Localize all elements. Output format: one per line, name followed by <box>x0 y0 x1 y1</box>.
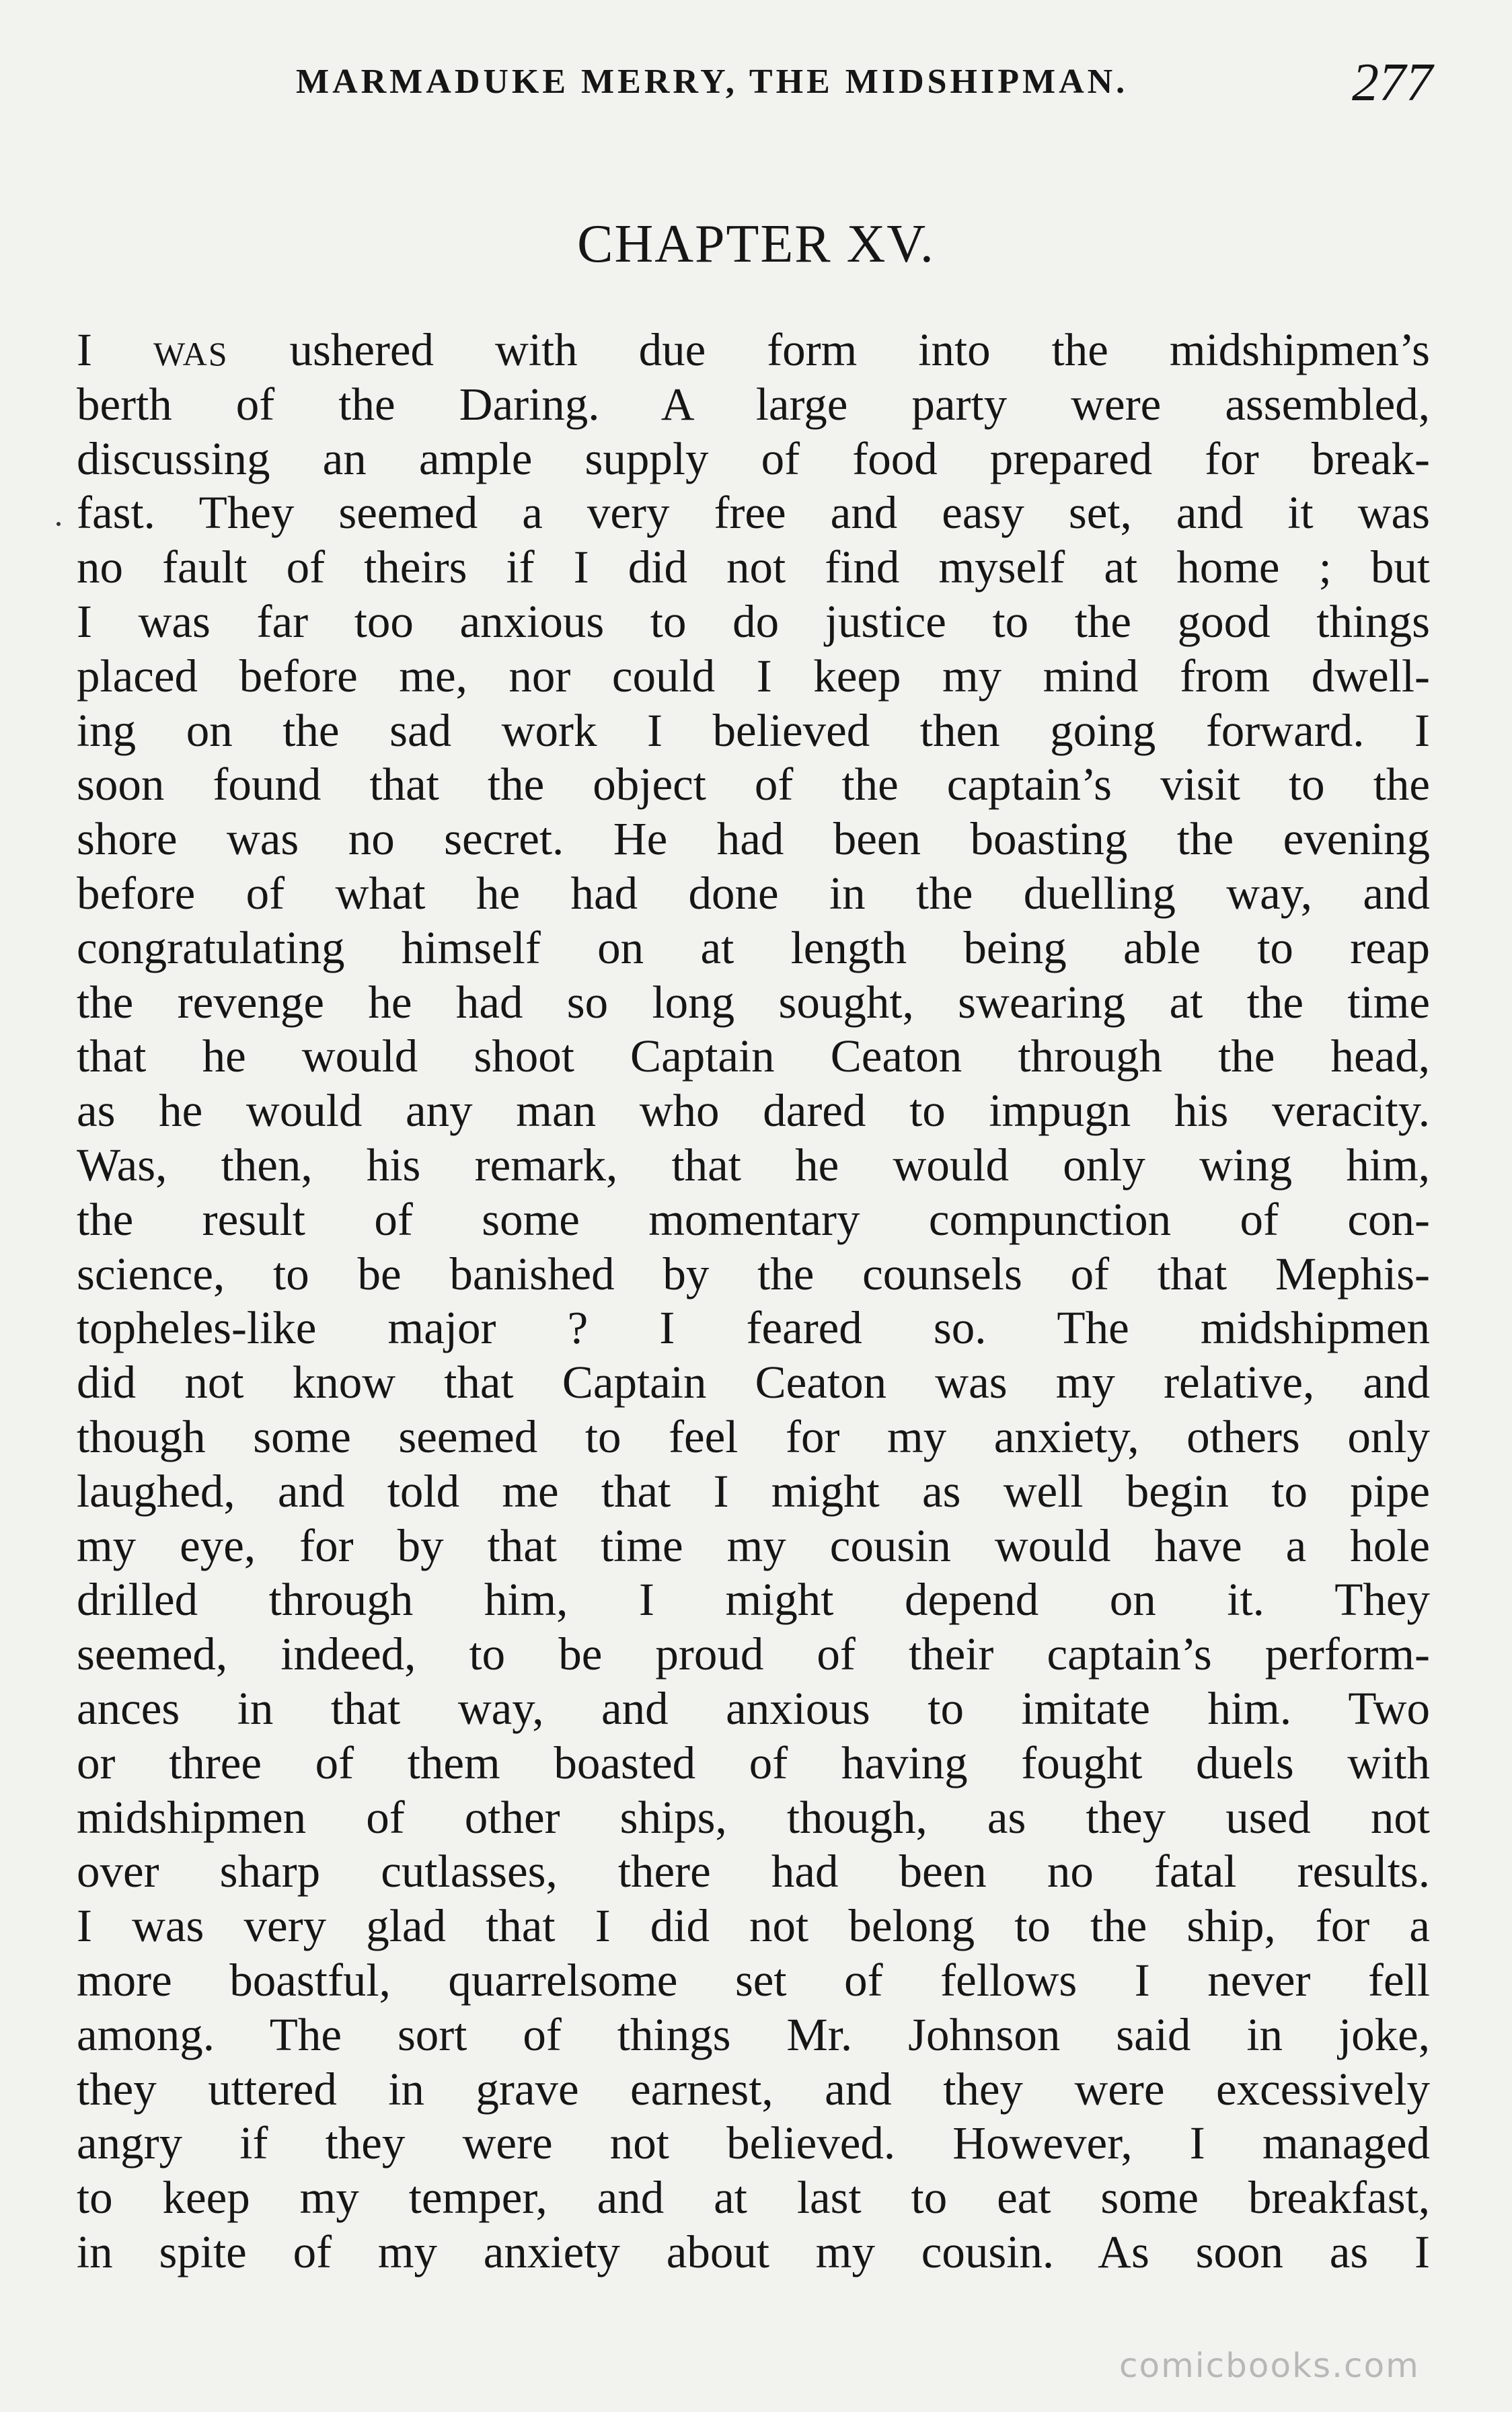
text-line: they uttered in grave earnest, and they were excessively <box>77 2063 1430 2115</box>
text-line: ances in that way, and anxious to imitate him. Two <box>77 1682 1430 1734</box>
text-line: that he would shoot Captain Ceaton through the head, <box>77 1030 1430 1082</box>
text-line: seemed, indeed, to be proud of their captain’s perform- <box>77 1628 1430 1680</box>
first-line-rest: ushered with due form into the midshipmen’s <box>228 324 1430 375</box>
text-line: shore was no secret. He had been boasting the evening <box>77 813 1430 865</box>
text-line: fast. They seemed a very free and easy set, and it was <box>77 487 1430 539</box>
text-line: placed before me, nor could I keep my mind from dwell- <box>77 650 1430 702</box>
chapter-title: CHAPTER XV. <box>577 215 935 274</box>
text-line: over sharp cutlasses, there had been no fatal results. <box>77 1846 1430 1897</box>
text-line: in spite of my anxiety about my cousin. As soon as I <box>77 2226 1430 2277</box>
text-line: the result of some momentary compunction of con- <box>77 1193 1430 1245</box>
text-line: or three of them boasted of having fought duels with <box>77 1737 1430 1788</box>
text-line: to keep my temper, and at last to eat some breakfast, <box>77 2172 1430 2224</box>
text-line: I was far too anxious to do justice to the good things <box>77 595 1430 647</box>
text-line: berth of the Daring. A large party were assembled, <box>77 378 1430 430</box>
text-line: topheles-like major ? I feared so. The midshipmen <box>77 1302 1430 1354</box>
text-line: ing on the sad work I believed then going forward. I <box>77 704 1430 756</box>
text-line: I was very glad that I did not belong to the ship, for a <box>77 1900 1430 1952</box>
text-line: my eye, for by that time my cousin would have a hole <box>77 1519 1430 1571</box>
text-line: Was, then, his remark, that he would only wing him, <box>77 1139 1430 1191</box>
text-line: among. The sort of things Mr. Johnson said in joke, <box>77 2008 1430 2060</box>
text-line: though some seemed to feel for my anxiety, others only <box>77 1410 1430 1462</box>
text-line: did not know that Captain Ceaton was my relative, and <box>77 1357 1430 1408</box>
body-text <box>77 323 1430 2279</box>
text-line: science, to be banished by the counsels of that Mephis- <box>77 1248 1430 1299</box>
text-line: midshipmen of other ships, though, as they used not <box>77 1791 1430 1843</box>
text-line: soon found that the object of the captain’s visit to the <box>77 759 1430 811</box>
small-caps-word: WAS <box>153 335 229 373</box>
text-line <box>77 323 1430 377</box>
text-line: drilled through him, I might depend on it. They <box>77 1574 1430 1626</box>
text-line: laughed, and told me that I might as well begin to pipe <box>77 1465 1430 1517</box>
watermark: comicbooks.com <box>1119 2346 1420 2385</box>
text-line: no fault of theirs if I did not find myself at home ; but <box>77 541 1430 593</box>
stray-ink-mark <box>56 522 61 526</box>
drop-word-cap: I <box>77 324 92 375</box>
text-line: angry if they were not believed. However, I managed <box>77 2117 1430 2169</box>
text-line: more boastful, quarrelsome set of fellows I never fell <box>77 1954 1430 2006</box>
text-line: discussing an ample supply of food prepared for break- <box>77 432 1430 484</box>
page-number: 277 <box>1352 53 1433 112</box>
text-line: as he would any man who dared to impugn his veracity. <box>77 1085 1430 1137</box>
running-head: MARMADUKE MERRY, THE MIDSHIPMAN. <box>296 63 1129 101</box>
text-line: the revenge he had so long sought, swearing at the time <box>77 976 1430 1028</box>
text-line: before of what he had done in the duelling way, and <box>77 867 1430 919</box>
text-line: congratulating himself on at length being able to reap <box>77 921 1430 973</box>
